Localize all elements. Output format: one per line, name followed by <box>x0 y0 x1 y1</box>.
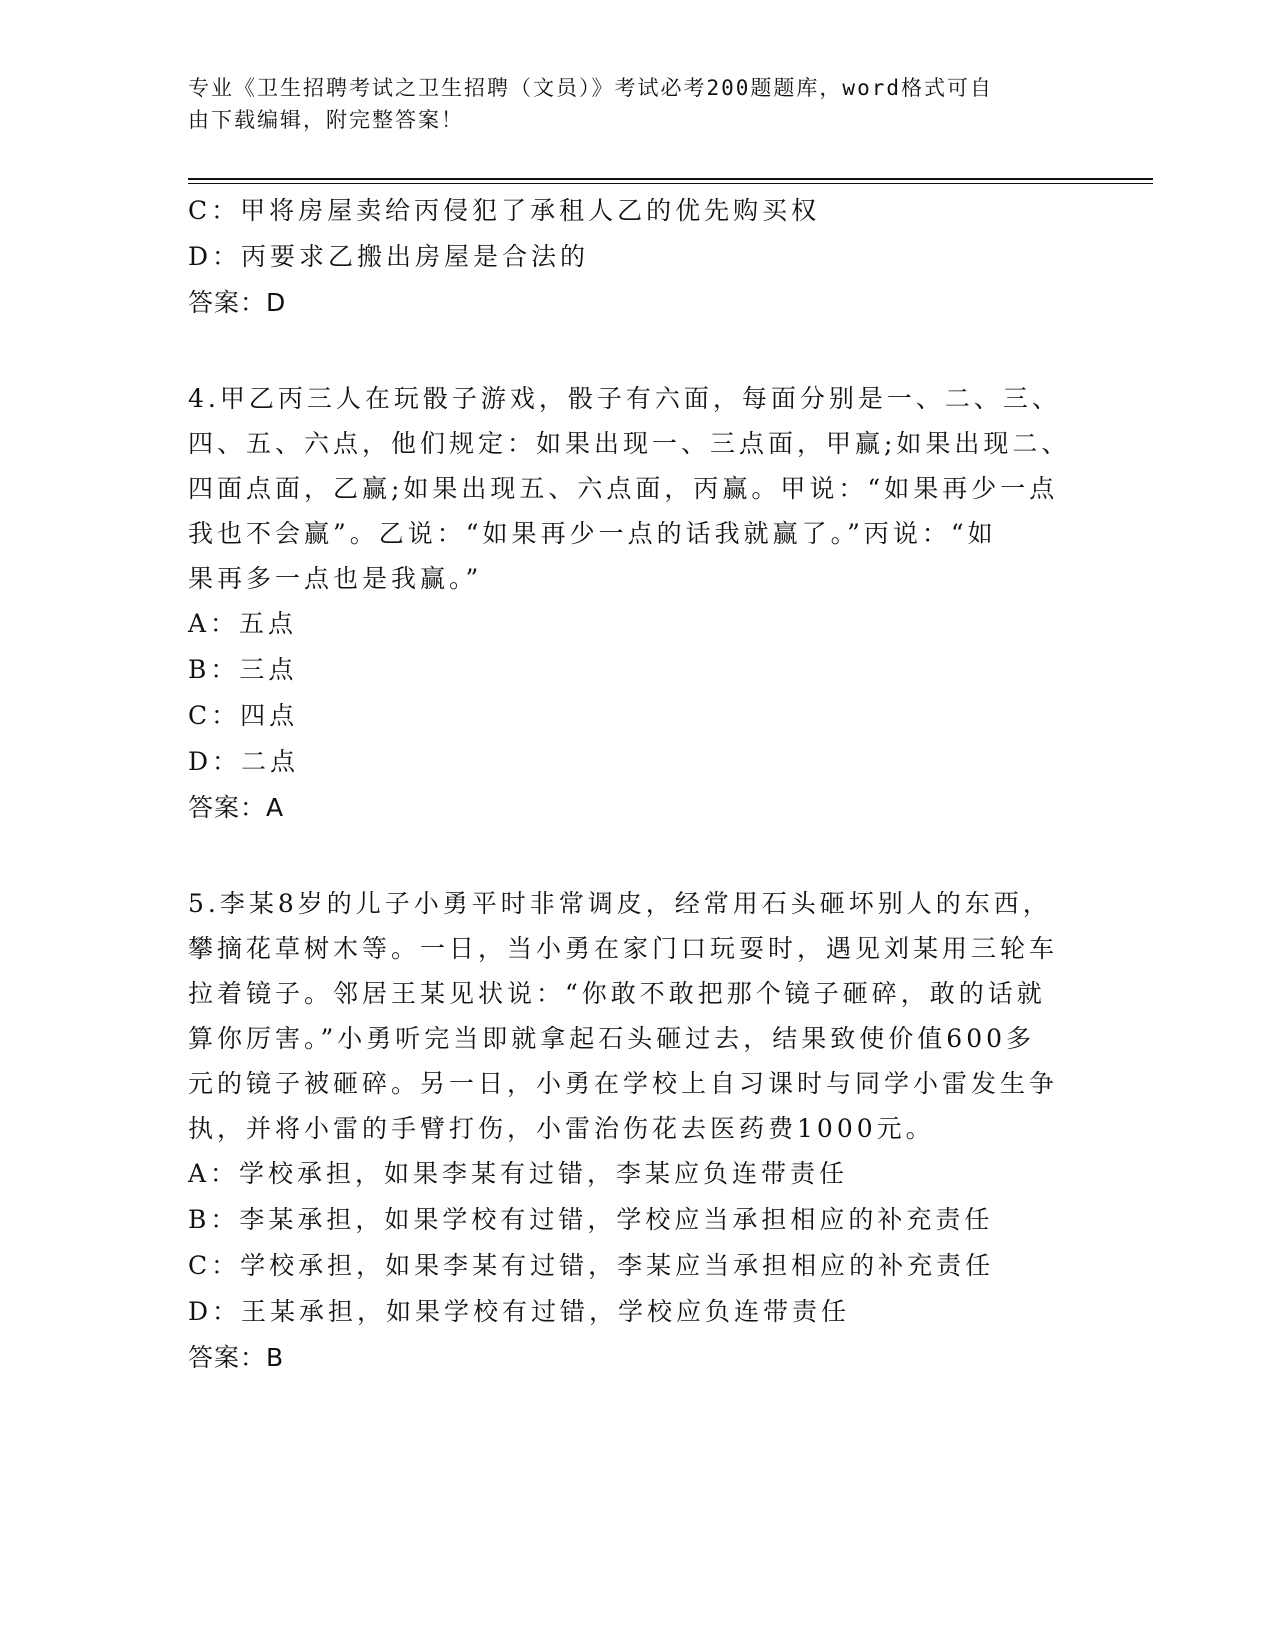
question-text-line: 攀摘花草树木等。一日，当小勇在家门口玩耍时，遇见刘某用三轮车 <box>188 934 1059 963</box>
question-text-line: 四、五、六点，他们规定：如果出现一、三点面，甲赢;如果出现二、 <box>188 429 1071 458</box>
question-5 <box>188 881 1088 1381</box>
question-text-line: 我也不会赢”。乙说：“如果再少一点的话我就赢了。”丙说：“如 <box>188 519 997 548</box>
option-d: D：丙要求乙搬出房屋是合法的 <box>188 242 590 271</box>
question-3-tail <box>188 188 1088 326</box>
option-c: C：甲将房屋卖给丙侵犯了承租人乙的优先购买权 <box>188 196 821 225</box>
option-d: D：王某承担，如果学校有过错，学校应负连带责任 <box>188 1297 851 1326</box>
option-a: A：学校承担，如果李某有过错，李某应负连带责任 <box>188 1159 849 1188</box>
question-gap <box>188 326 1088 376</box>
header-line-2: 由下载编辑，附完整答案！ <box>188 108 464 132</box>
question-text-line: 执，并将小雷的手臂打伤，小雷治伤花去医药费1000元。 <box>188 1114 935 1143</box>
question-text-line: 果再多一点也是我赢。” <box>188 564 483 593</box>
answer-line: 答案：A <box>188 793 285 822</box>
question-gap <box>188 831 1088 881</box>
question-text-line: 5.李某8岁的儿子小勇平时非常调皮，经常用石头砸坏别人的东西， <box>188 889 1052 918</box>
option-a: A：五点 <box>188 609 298 638</box>
option-d: D：二点 <box>188 747 300 776</box>
question-text-line: 四面点面，乙赢;如果出现五、六点面，丙赢。甲说：“如果再少一点 <box>188 474 1059 503</box>
answer-line: 答案：B <box>188 1343 285 1372</box>
document-body <box>188 188 1088 1381</box>
header-line-1: 专业《卫生招聘考试之卫生招聘（文员）》考试必考200题题库，word格式可自 <box>188 76 993 100</box>
option-b: B：李某承担，如果学校有过错，学校应当承担相应的补充责任 <box>188 1205 994 1234</box>
header-divider-thick <box>188 178 1153 180</box>
answer-line: 答案：D <box>188 288 287 317</box>
question-text-line: 拉着镜子。邻居王某见状说：“你敢不敢把那个镜子砸碎，敢的话就 <box>188 979 1046 1008</box>
question-text-line: 算你厉害。”小勇听完当即就拿起石头砸过去，结果致使价值600多 <box>188 1024 1036 1053</box>
option-c: C：学校承担，如果李某有过错，李某应当承担相应的补充责任 <box>188 1251 995 1280</box>
page-header <box>188 72 1078 136</box>
header-divider-thin <box>188 183 1153 184</box>
question-4 <box>188 376 1088 831</box>
option-c: C：四点 <box>188 701 299 730</box>
question-text-line: 元的镜子被砸碎。另一日，小勇在学校上自习课时与同学小雷发生争 <box>188 1069 1059 1098</box>
option-b: B：三点 <box>188 655 298 684</box>
question-text-line: 4.甲乙丙三人在玩骰子游戏，骰子有六面，每面分别是一、二、三、 <box>188 384 1061 413</box>
